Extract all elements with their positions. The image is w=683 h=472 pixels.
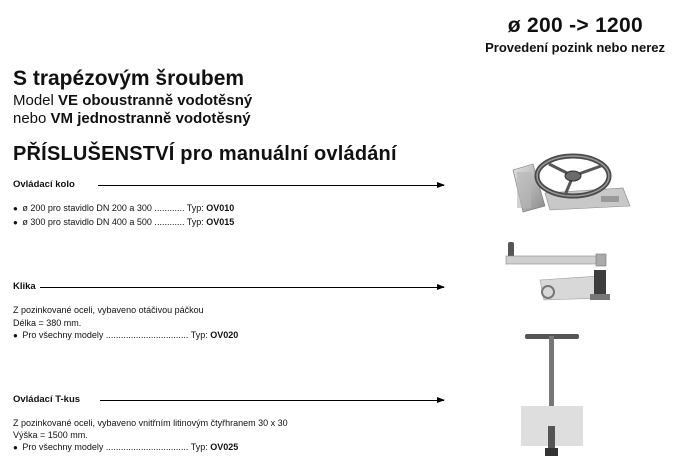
crank-handle-image [500,240,620,306]
wheel-item-2-code: OV015 [206,217,235,227]
t-key-image [515,330,595,465]
wheel-item-2-text: ø 300 pro stavidlo DN 400 a 500 ............ Typ: [22,217,207,227]
diameter-range: ø 200 -> 1200 [507,14,643,37]
accessories-heading: PŘÍSLUŠENSTVÍ pro manuální ovládání [13,143,397,165]
bullet-icon: ● [13,204,18,213]
handwheel-image [505,148,635,218]
arrow-handle [40,287,444,288]
model-line-ve-prefix: Model [13,92,59,109]
model-line-vm-prefix: nebo [13,110,51,127]
bullet-icon: ● [13,218,18,227]
bullet-icon: ● [13,331,18,340]
model-line-ve [13,92,252,109]
model-ve-name: VE oboustranně vodotěsný [58,92,253,109]
arrow-tkey [100,400,444,401]
product-title: S trapézovým šroubem [13,67,245,90]
tkey-desc-1: Z pozinkované oceli, vybaveno vnitřním litinovým čtyřhranem 30 x 30 [13,418,288,428]
tkey-desc-2: Výška = 1500 mm. [13,430,88,440]
handle-item-code: OV020 [210,330,239,340]
wheel-item-1 [13,203,234,213]
wheel-item-2 [13,217,234,227]
wheel-item-1-code: OV010 [206,203,235,213]
section-title-tkey: Ovládací T-kus [13,394,81,405]
section-title-wheel: Ovládací kolo [13,179,75,190]
tkey-item-text: Pro všechny modely ................................. Typ: [22,442,211,452]
wheel-item-1-text: ø 200 pro stavidlo DN 200 a 300 ............ Typ: [22,203,207,213]
model-line-vm [13,110,251,127]
handle-desc-1: Z pozinkované oceli, vybaveno otáčivou páčkou [13,305,204,315]
handle-item-text: Pro všechny modely ................................. Typ: [22,330,211,340]
bullet-icon: ● [13,443,18,452]
arrow-wheel [98,185,444,186]
tkey-item-code: OV025 [210,442,239,452]
finish-note: Provedení pozink nebo nerez [485,40,665,55]
model-vm-name: VM jednostranně vodotěsný [50,110,251,127]
section-title-handle: Klika [13,281,36,292]
handle-item [13,330,238,340]
handle-desc-2: Délka = 380 mm. [13,318,82,328]
tkey-item [13,442,238,452]
